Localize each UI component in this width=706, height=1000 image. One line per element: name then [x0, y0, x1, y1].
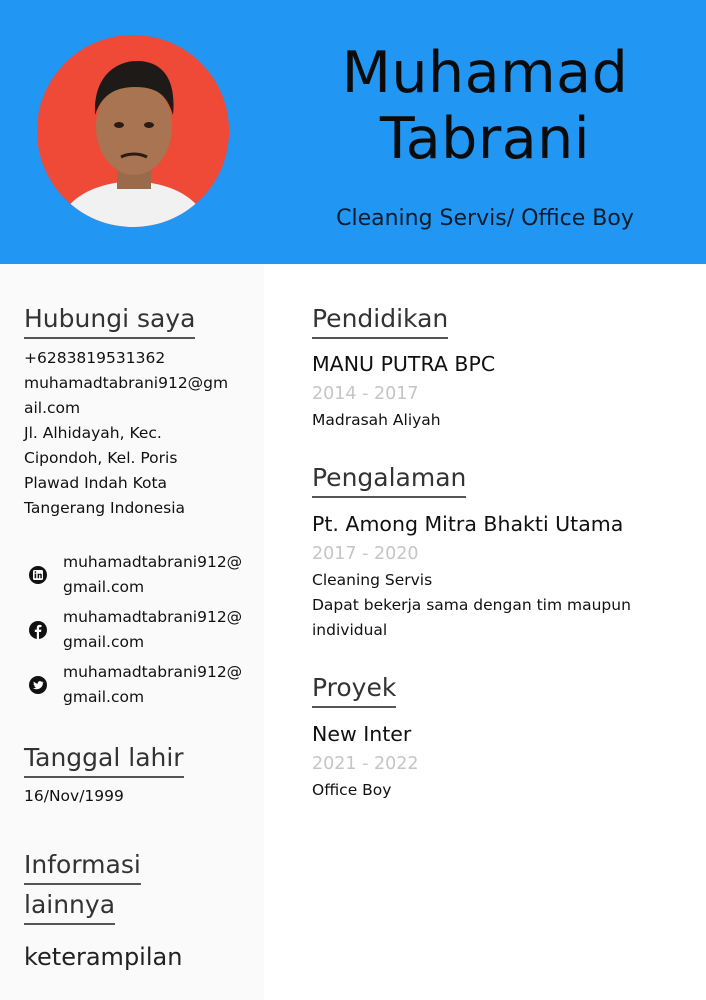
social-twitter: [24, 660, 243, 710]
experience-role: Cleaning Servis: [312, 571, 433, 589]
social-facebook: [24, 605, 243, 655]
home-address: Jl. Alhidayah, Kec. Cipondoh, Kel. Poris Plawad Indah Kota Tangerang Indonesia: [24, 424, 186, 517]
twitter-icon: [28, 675, 48, 695]
first-name: Muhamad: [341, 40, 629, 106]
birth-section-title: Tanggal lahir: [24, 742, 184, 778]
project-detail: Office Boy: [312, 781, 392, 799]
social-linkedin: [24, 550, 243, 600]
education-school: MANU PUTRA BPC: [312, 352, 496, 376]
contact-section-title: Hubungi saya: [24, 303, 195, 339]
header-banner: [0, 0, 706, 264]
phone-number: +6283819531362: [24, 349, 166, 367]
experience-company: Pt. Among Mitra Bhakti Utama: [312, 512, 624, 536]
person-name: [300, 40, 670, 172]
facebook-icon: [28, 620, 48, 640]
project-section-title: Proyek: [312, 672, 396, 708]
experience-description: Dapat bekerja sama dengan tim maupun individual: [312, 596, 631, 639]
twitter-value: muhamadtabrani912@gmail.com: [63, 663, 243, 706]
birth-date: 16/Nov/1999: [24, 787, 124, 805]
experience-years: 2017 - 2020: [312, 544, 419, 564]
project-name: New Inter: [312, 722, 412, 746]
skills-heading: keterampilan: [24, 943, 183, 971]
info-section-title-line2: lainnya: [24, 889, 115, 925]
last-name: Tabrani: [379, 106, 591, 172]
job-title: Cleaning Servis/ Office Boy: [336, 206, 634, 231]
profile-photo: [37, 35, 229, 227]
project-years: 2021 - 2022: [312, 754, 419, 774]
experience-section-title: Pengalaman: [312, 462, 466, 498]
info-section-title-line1: Informasi: [24, 849, 141, 885]
facebook-value: muhamadtabrani912@gmail.com: [63, 608, 243, 651]
email-address: muhamadtabrani912@gmail.com: [24, 374, 229, 417]
linkedin-value: muhamadtabrani912@gmail.com: [63, 553, 243, 596]
education-years: 2014 - 2017: [312, 384, 419, 404]
linkedin-icon: [28, 565, 48, 585]
education-detail: Madrasah Aliyah: [312, 411, 441, 429]
education-section-title: Pendidikan: [312, 303, 448, 339]
